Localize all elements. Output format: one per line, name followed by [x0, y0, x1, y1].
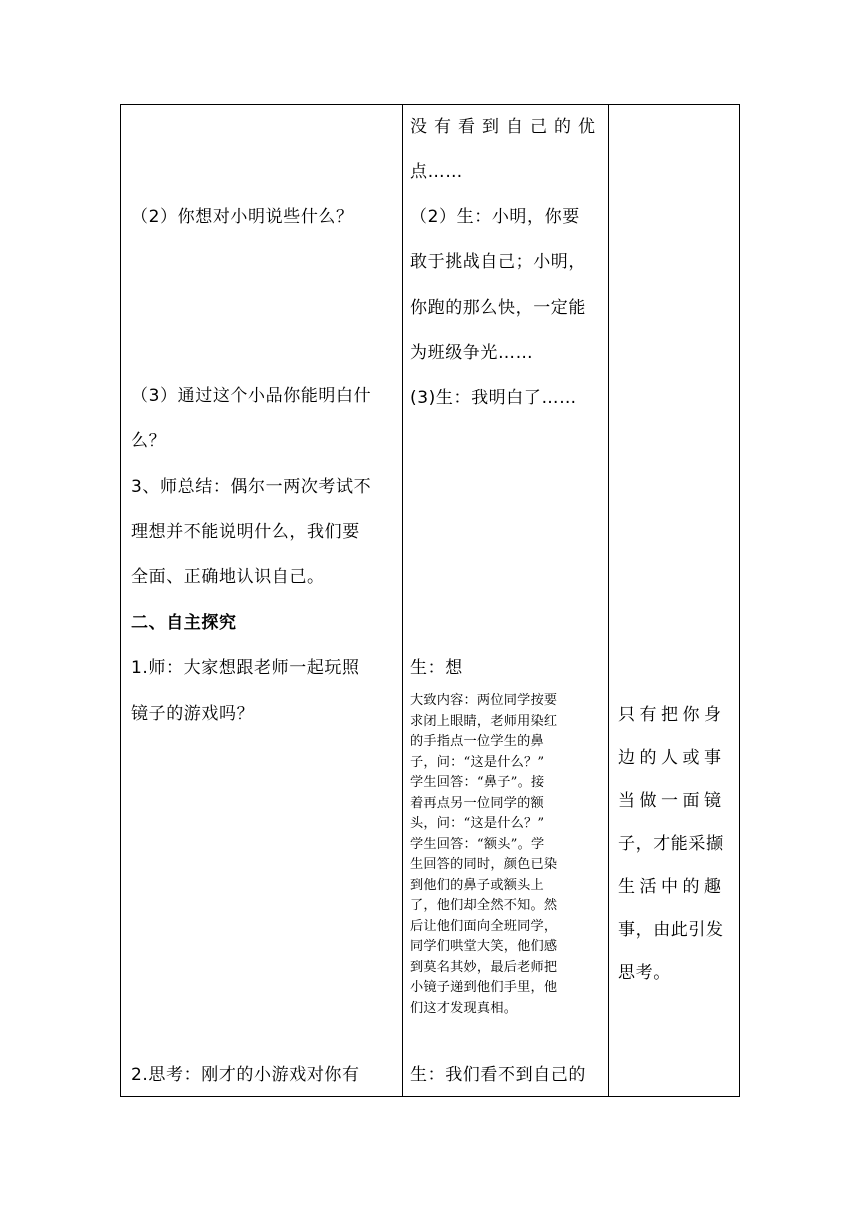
continued-answer-line-1: 没有看到自己的优 — [410, 117, 602, 137]
note-line: 生活中的趣 — [618, 877, 726, 897]
note-line: 思考。 — [618, 963, 671, 983]
column-divider-2 — [608, 105, 609, 1096]
game-desc-line: 学生回答：“鼻子”。接 — [410, 775, 545, 790]
game-desc-line: 求闭上眼睛，老师用染红 — [410, 713, 558, 729]
game-desc-line: 到莫名其妙，最后老师把 — [410, 959, 558, 975]
game-desc-line: 学生回答：“额头”。学 — [410, 836, 545, 852]
game-desc-line: 同学们哄堂大笑，他们感 — [410, 939, 558, 954]
note-line: 边的人或事 — [618, 748, 726, 768]
section-2-title: 二、自主探究 — [131, 613, 237, 633]
note-line: 当做一面镜 — [618, 791, 726, 811]
item-1-line-2: 镜子的游戏吗？ — [131, 704, 255, 724]
game-desc-line: 到他们的鼻子或额头上 — [410, 877, 544, 893]
game-desc-line: 了，他们却全然不知。然 — [410, 898, 558, 913]
answer-2-line-4: 为班级争光…… — [410, 343, 534, 363]
question-2: （2）你想对小明说些什么？ — [131, 207, 354, 227]
item-2-line-1: 2.思考：刚才的小游戏对你有 — [131, 1065, 360, 1085]
game-desc-line: 大致内容：两位同学按要 — [410, 693, 558, 708]
summary-line-3: 全面、正确地认识自己。 — [131, 567, 325, 587]
answer-2-line-3: 你跑的那么快，一定能 — [410, 298, 586, 318]
game-desc-line: 生回答的同时，颜色已染 — [410, 857, 558, 872]
game-desc-line: 后让他们面向全班同学， — [410, 918, 558, 934]
note-line: 只有把你身 — [618, 705, 726, 725]
answer-3: (3)生：我明白了…… — [410, 388, 577, 408]
game-desc-line: 的手指点一位学生的鼻 — [410, 734, 544, 749]
answer-2-line-1: （2）生：小明，你要 — [410, 207, 580, 227]
game-desc-line: 着再点另一位同学的额 — [410, 795, 544, 811]
question-3-line-1: （3）通过这个小品你能明白什 — [131, 386, 372, 406]
summary-line-2: 理想并不能说明什么，我们要 — [131, 522, 360, 542]
game-desc-line: 头，问：“这是什么？” — [410, 816, 545, 831]
answer-2-line-2: 敢于挑战自己；小明， — [410, 252, 586, 272]
note-line: 事，由此引发 — [618, 920, 724, 940]
bottom-answer: 生：我们看不到自己的 — [410, 1065, 586, 1085]
continued-answer-line-2: 点…… — [410, 162, 463, 182]
summary-line-1: 3、师总结：偶尔一两次考试不 — [131, 477, 372, 497]
note-line: 子，才能采撷 — [618, 834, 724, 854]
game-desc-line: 小镜子递到他们手里，他 — [410, 980, 558, 995]
item-1-line-1: 1.师：大家想跟老师一起玩照 — [131, 658, 360, 678]
game-desc-line: 子，问：“这是什么？” — [410, 754, 545, 770]
game-desc-line: 们这才发现真相。 — [410, 1000, 518, 1016]
answer-want: 生：想 — [410, 658, 463, 678]
question-3-line-2: 么？ — [131, 431, 167, 451]
column-divider-1 — [402, 105, 403, 1096]
